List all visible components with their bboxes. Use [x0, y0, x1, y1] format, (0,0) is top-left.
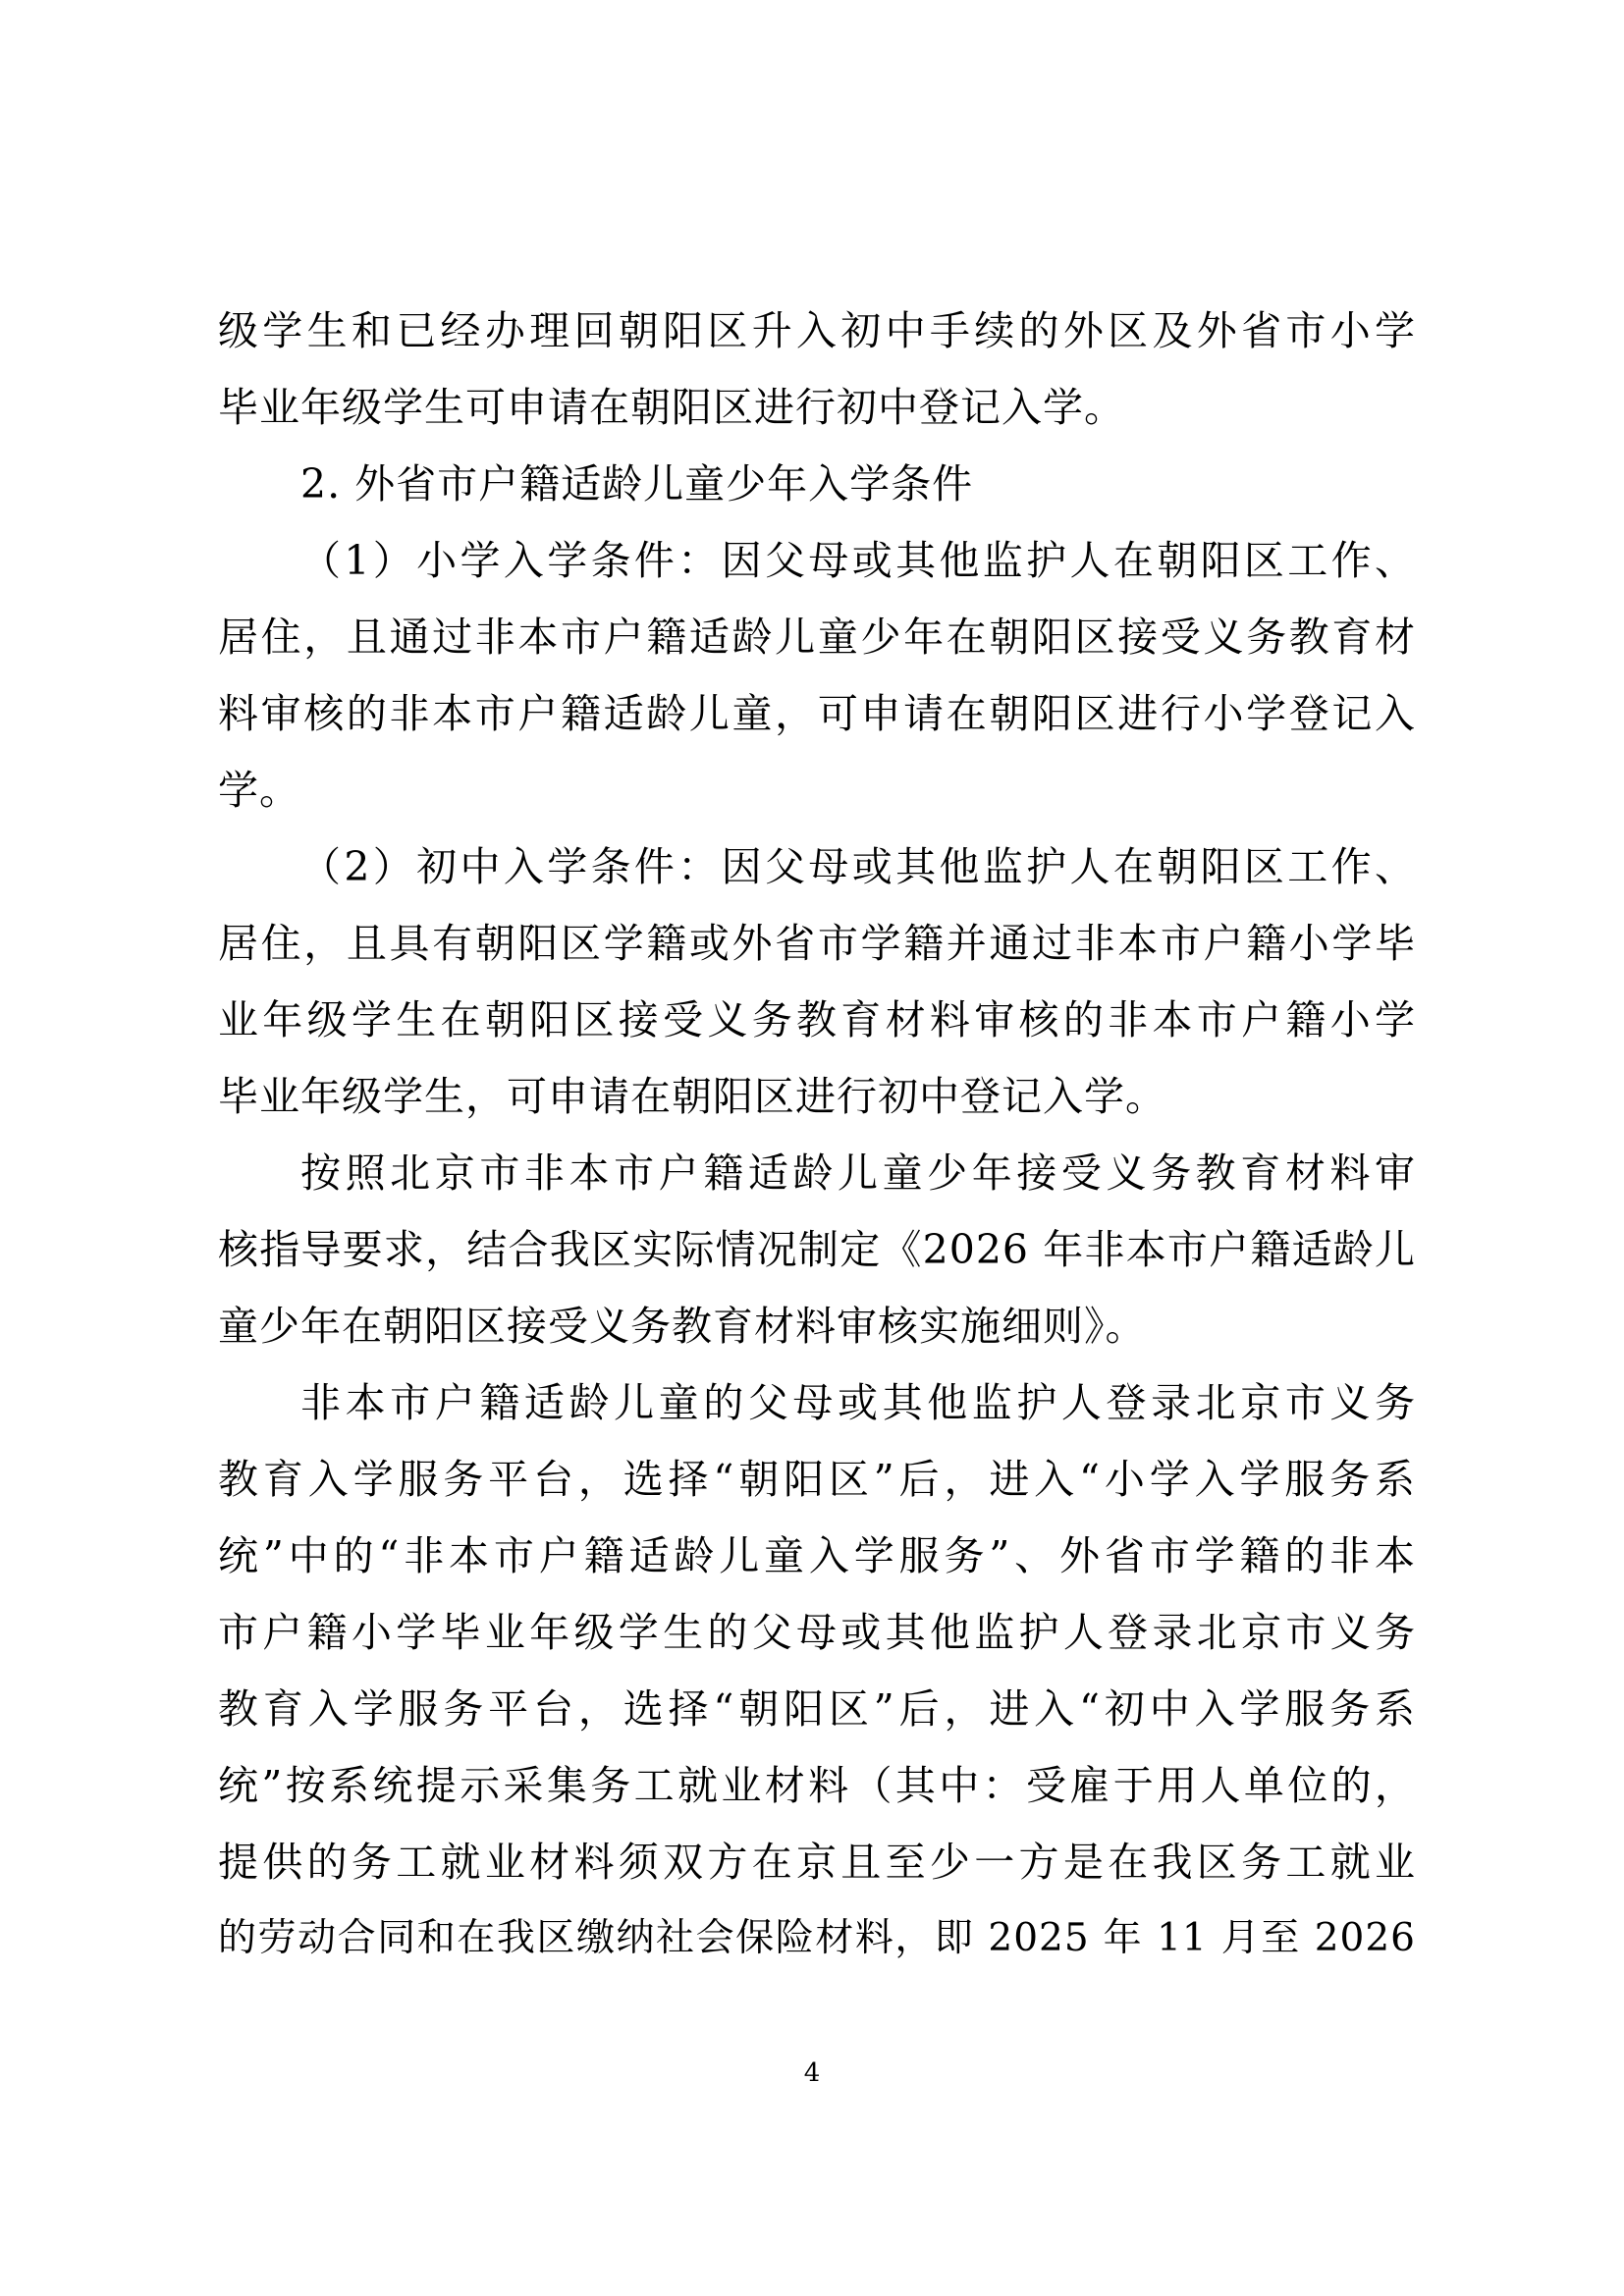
text-line: 按照北京市非本市户籍适龄儿童少年接受义务教育材料审: [300, 1149, 1416, 1197]
text-line: 统”中的“非本市户籍适龄儿童入学服务”、外省市学籍的非本: [218, 1532, 1416, 1579]
text-line: 毕业年级学生可申请在朝阳区进行初中登记入学。: [218, 384, 1125, 431]
text-line: 居住，且具有朝阳区学籍或外省市学籍并通过非本市户籍小学毕: [218, 920, 1416, 967]
text-line: 毕业年级学生，可申请在朝阳区进行初中登记入学。: [218, 1073, 1166, 1120]
text-line: 教育入学服务平台，选择“朝阳区”后，进入“小学入学服务系: [218, 1456, 1416, 1503]
page-number: 4: [803, 2058, 821, 2088]
text-line: 居住，且通过非本市户籍适龄儿童少年在朝阳区接受义务教育材: [218, 614, 1416, 661]
text-line: （2）初中入学条件：因父母或其他监护人在朝阳区工作、: [300, 843, 1416, 890]
body-text: [218, 293, 1416, 1977]
text-line: 级学生和已经办理回朝阳区升入初中手续的外区及外省市小学: [218, 307, 1416, 354]
text-line: 非本市户籍适龄儿童的父母或其他监护人登录北京市义务: [300, 1379, 1416, 1426]
text-line: 统”按系统提示采集务工就业材料（其中：受雇于用人单位的，: [218, 1762, 1416, 1809]
text-line: 市户籍小学毕业年级学生的父母或其他监护人登录北京市义务: [218, 1609, 1416, 1656]
text-line: 教育入学服务平台，选择“朝阳区”后，进入“初中入学服务系: [218, 1685, 1416, 1733]
text-line: （1）小学入学条件：因父母或其他监护人在朝阳区工作、: [300, 537, 1416, 584]
text-line: 学。: [218, 767, 300, 814]
text-line: 料审核的非本市户籍适龄儿童，可申请在朝阳区进行小学登记入: [218, 690, 1416, 737]
text-line: 童少年在朝阳区接受义务教育材料审核实施细则》。: [218, 1303, 1147, 1350]
text-line: 2. 外省市户籍适龄儿童少年入学条件: [300, 460, 974, 507]
text-line: 提供的务工就业材料须双方在京且至少一方是在我区务工就业: [218, 1839, 1416, 1886]
text-line: 业年级学生在朝阳区接受义务教育材料审核的非本市户籍小学: [218, 996, 1416, 1043]
text-line: 核指导要求，结合我区实际情况制定《2026 年非本市户籍适龄儿: [218, 1226, 1416, 1273]
text-line: 的劳动合同和在我区缴纳社会保险材料，即 2025 年 11 月至 2026: [218, 1916, 1416, 1960]
